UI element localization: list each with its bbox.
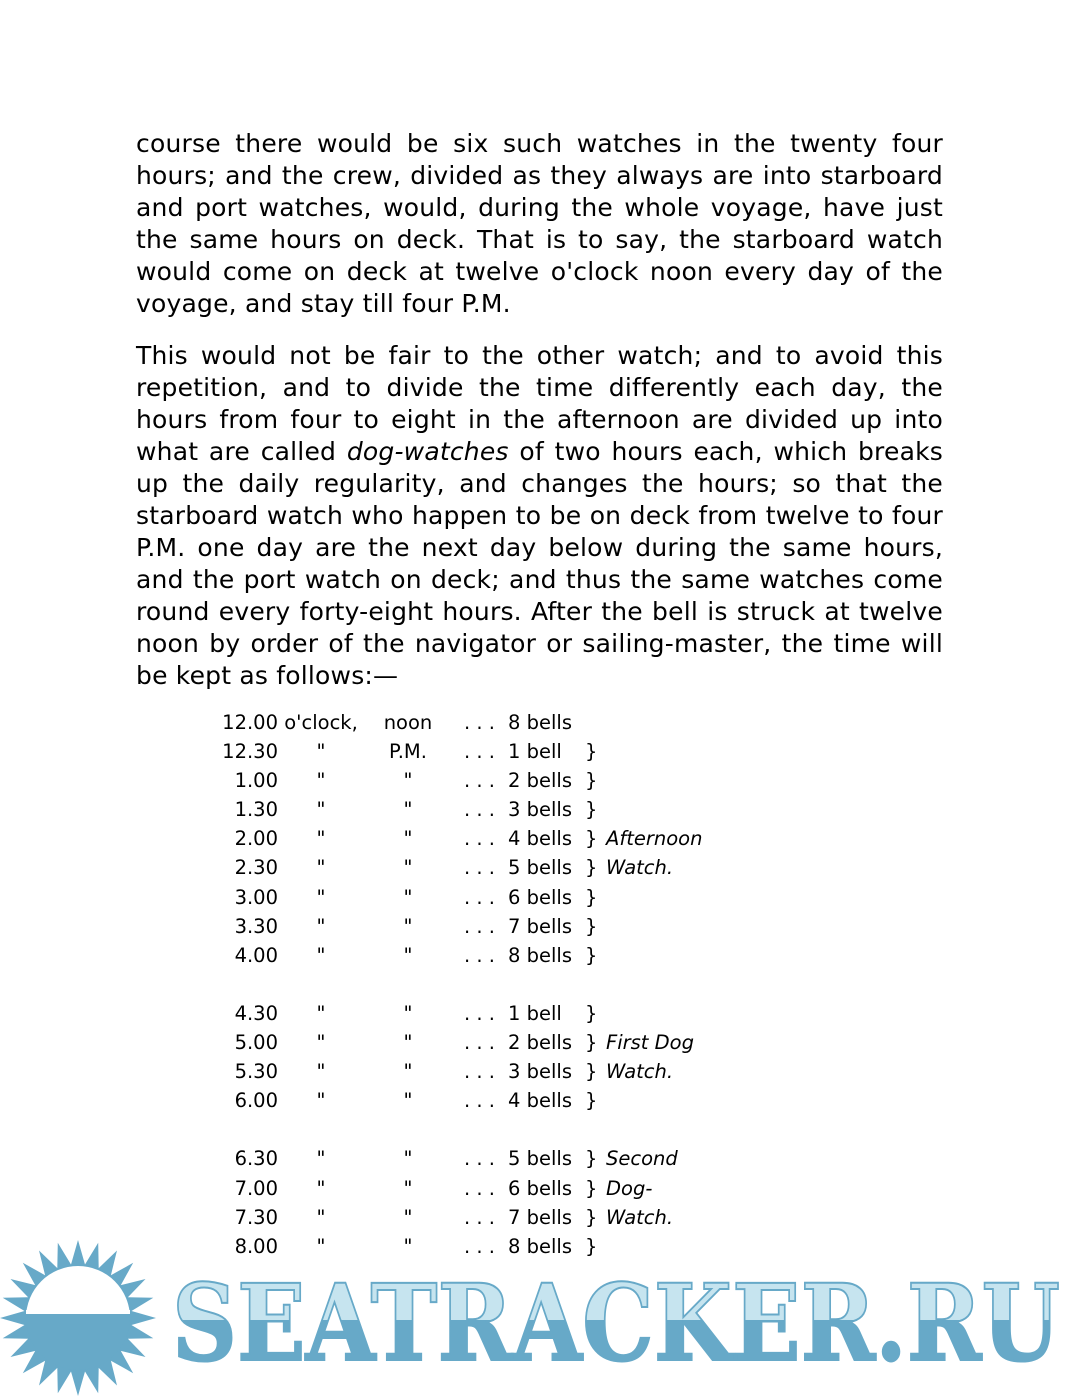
period-cell: " xyxy=(403,1031,413,1055)
period-cell: P.M. xyxy=(389,740,427,764)
watch-label: Second xyxy=(606,1147,678,1171)
time-cell: 6.30 xyxy=(234,1147,278,1171)
watch-label: Dog- xyxy=(606,1176,653,1200)
brace: } xyxy=(585,769,598,793)
seatracker-watermark xyxy=(0,1236,1080,1397)
time-cell: 4.30 xyxy=(234,1001,278,1025)
period-cell: " xyxy=(403,769,413,793)
period-cell: noon xyxy=(383,711,433,734)
ditto-cell: " xyxy=(316,1205,326,1229)
watch-label: Watch. xyxy=(606,856,674,880)
brace: } xyxy=(585,856,598,880)
period-cell: " xyxy=(403,1205,413,1229)
brace: } xyxy=(585,1147,598,1171)
period-cell: " xyxy=(403,914,413,938)
period-cell: " xyxy=(403,1234,413,1258)
time-cell: 3.00 xyxy=(234,885,278,909)
brace: } xyxy=(585,1060,598,1084)
bells-cell: 8 bells xyxy=(508,1234,572,1258)
leader-dots: . . . xyxy=(464,1001,495,1025)
time-cell: 5.30 xyxy=(234,1060,278,1084)
period-cell: " xyxy=(403,1089,413,1113)
bells-cell: 2 bells xyxy=(508,1031,572,1055)
time-cell: 2.00 xyxy=(234,827,278,851)
leader-dots: . . . xyxy=(464,1060,495,1084)
period-cell: " xyxy=(403,1001,413,1025)
watch-label: Watch. xyxy=(606,1060,674,1084)
brace: } xyxy=(585,1001,598,1025)
ditto-cell: " xyxy=(316,914,326,938)
paragraph-1: course there would be six such watches in the twenty four hours; and the crew, divided as they always are into starboard and port watches, would, during the whole voyage, have just the same hours on deck. That is to say, the starboard watch would come on deck at twelve o'clock noon every day of the voyage, and stay till four P.M. xyxy=(136,129,943,318)
bells-cell: 3 bells xyxy=(508,1060,572,1084)
leader-dots: . . . xyxy=(464,1089,495,1113)
period-cell: " xyxy=(403,1060,413,1084)
leader-dots: . . . xyxy=(464,943,495,967)
ditto-cell: " xyxy=(316,885,326,909)
watermark-text: SEATRACKER.RU xyxy=(172,1260,1060,1385)
time-cell: 12.30 xyxy=(222,740,278,764)
ditto-cell: " xyxy=(316,740,326,764)
ditto-cell: " xyxy=(316,798,326,822)
time-cell: 2.30 xyxy=(234,856,278,880)
bells-cell: 2 bells xyxy=(508,769,572,793)
bells-cell: 4 bells xyxy=(508,1089,572,1113)
leader-dots: . . . xyxy=(464,827,495,851)
bells-cell: 1 bell xyxy=(508,1001,562,1025)
brace: } xyxy=(585,914,598,938)
watch-label: First Dog xyxy=(606,1031,694,1055)
period-cell: " xyxy=(403,1176,413,1200)
time-cell: 4.00 xyxy=(234,943,278,967)
brace: } xyxy=(585,1176,598,1200)
brace: } xyxy=(585,740,598,764)
time-cell: 1.30 xyxy=(234,798,278,822)
bells-cell: 8 bells xyxy=(508,943,572,967)
brace: } xyxy=(585,798,598,822)
leader-dots: . . . xyxy=(464,769,495,793)
bells-cell: 7 bells xyxy=(508,914,572,938)
bells-cell: 5 bells xyxy=(508,856,572,880)
brace: } xyxy=(585,943,598,967)
ditto-cell: " xyxy=(316,769,326,793)
time-cell: 7.00 xyxy=(234,1176,278,1200)
paragraph-2-end: of two hours each, which breaks up the daily regularity, and changes the hours; so that the starboard watch who happen to be on deck from twelve to four P.M. one day are the next day below during the same hours, and the port watch on deck; and thus the same watches come round every forty-eight hours. After the bell is struck at twelve noon by order of the navigator or sailing-master, the time will be kept as follows:— xyxy=(136,437,943,690)
time-cell: 7.30 xyxy=(234,1205,278,1229)
leader-dots: . . . xyxy=(464,885,495,909)
time-cell: 6.00 xyxy=(234,1089,278,1113)
ditto-cell: " xyxy=(316,943,326,967)
ditto-cell: " xyxy=(316,1234,326,1258)
bells-cell: 3 bells xyxy=(508,798,572,822)
ditto-cell: " xyxy=(316,1176,326,1200)
time-cell: 8.00 xyxy=(234,1234,278,1258)
bells-cell: 1 bell xyxy=(508,740,562,764)
ditto-cell: " xyxy=(316,1031,326,1055)
bells-cell: 6 bells xyxy=(508,1176,572,1200)
ditto-cell: " xyxy=(316,856,326,880)
leader-dots: . . . xyxy=(464,711,495,734)
ditto-cell: o'clock, xyxy=(284,711,358,734)
brace: } xyxy=(585,1234,598,1258)
bells-cell: 4 bells xyxy=(508,827,572,851)
period-cell: " xyxy=(403,827,413,851)
watch-label: Afternoon xyxy=(606,827,703,851)
period-cell: " xyxy=(403,856,413,880)
ditto-cell: " xyxy=(316,1060,326,1084)
brace: } xyxy=(585,1031,598,1055)
leader-dots: . . . xyxy=(464,1147,495,1171)
period-cell: " xyxy=(403,885,413,909)
sun-logo-icon xyxy=(0,1240,156,1396)
brace: } xyxy=(585,885,598,909)
leader-dots: . . . xyxy=(464,1234,495,1258)
time-cell: 1.00 xyxy=(234,769,278,793)
leader-dots: . . . xyxy=(464,798,495,822)
bells-cell: 6 bells xyxy=(508,885,572,909)
watch-label: Watch. xyxy=(606,1205,674,1229)
brace: } xyxy=(585,827,598,851)
ditto-cell: " xyxy=(316,1001,326,1025)
bells-cell: 5 bells xyxy=(508,1147,572,1171)
brace: } xyxy=(585,1205,598,1229)
bells-cell: 8 bells xyxy=(508,711,572,734)
time-cell: 5.00 xyxy=(234,1031,278,1055)
time-cell: 12.00 xyxy=(222,711,278,734)
leader-dots: . . . xyxy=(464,1176,495,1200)
bells-cell: 7 bells xyxy=(508,1205,572,1229)
dog-watches-term: dog-watches xyxy=(346,437,509,466)
ditto-cell: " xyxy=(316,827,326,851)
leader-dots: . . . xyxy=(464,856,495,880)
leader-dots: . . . xyxy=(464,1031,495,1055)
period-cell: " xyxy=(403,943,413,967)
paragraph-2 xyxy=(136,340,943,692)
ditto-cell: " xyxy=(316,1089,326,1113)
leader-dots: . . . xyxy=(464,740,495,764)
brace: } xyxy=(585,1089,598,1113)
period-cell: " xyxy=(403,798,413,822)
paragraph-2-start: This would not be fair to the other watch; and to avoid this repetition, and to divide the time differently each day, the hours from four to eight in the afternoon are divided up into what are called xyxy=(136,341,943,466)
time-cell: 3.30 xyxy=(234,914,278,938)
leader-dots: . . . xyxy=(464,914,495,938)
ditto-cell: " xyxy=(316,1147,326,1171)
period-cell: " xyxy=(403,1147,413,1171)
leader-dots: . . . xyxy=(464,1205,495,1229)
body-text xyxy=(136,128,943,712)
